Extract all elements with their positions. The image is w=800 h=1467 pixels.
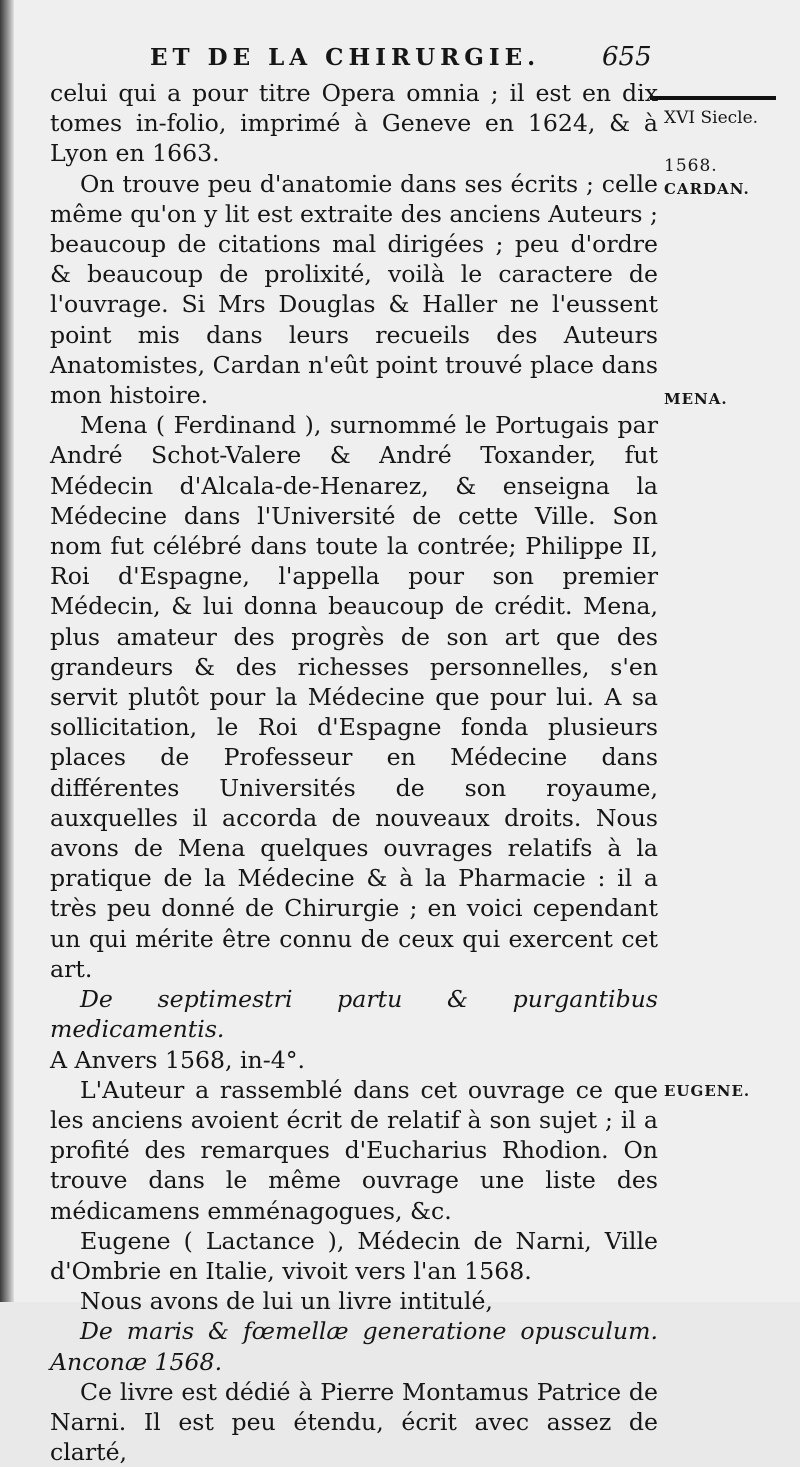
paragraph-book-title: De maris & fœmellæ generatione opusculum. Anconæ 1568. xyxy=(50,1317,658,1376)
paragraph: Eugene ( Lactance ), Médecin de Narni, Ville d'Ombrie en Italie, vivoit vers l'an 1568. xyxy=(50,1226,658,1285)
page-edge xyxy=(0,0,14,1302)
margin-rule xyxy=(650,96,776,100)
body-text xyxy=(50,78,658,1467)
paragraph: celui qui a pour titre Opera omnia ; il est en dix tomes in-folio, imprimé à Geneve en 1624, & à Lyon en 1663. xyxy=(50,79,658,168)
paragraph: Mena ( Ferdinand ), surnommé le Portugais par André Schot-Valere & André Toxander, fut Médecin d'Alcala-de-Henarez, & enseigna la Médecine dans l'Université de cette Ville. Son nom fut célébré dans toute la contrée; Philippe II, Roi d'Espagne, l'appella pour son premier Médecin, & lui donna beaucoup de crédit. Mena, plus amateur des progrès de son art que des grandeurs & des richesses personnelles, s'en servit plutôt pour la Médecine que pour lui. A sa sollicitation, le Roi d'Espagne fonda plusieurs places de Professeur en Médecine dans différentes Universités de son royaume, auxquelles il accorda de nouveaux droits. Nous avons de Mena quelques ouvrages relatifs à la pratique de la Médecine & à la Pharmacie : il a très peu donné de Chirurgie ; en voici cependant un qui mérite être connu de ceux qui exercent cet art. xyxy=(50,411,658,983)
margin-note-year: 1568. xyxy=(664,156,718,176)
paragraph-book-title: De septimestri partu & purgantibus medicamentis. xyxy=(50,985,658,1044)
paragraph-imprint: A Anvers 1568, in-4°. xyxy=(50,1045,306,1074)
page-number: 655 xyxy=(602,42,652,72)
margin-note-century: XVI Siecle. xyxy=(664,108,759,128)
paragraph: Ce livre est dédié à Pierre Montamus Patrice de Narni. Il est peu étendu, écrit avec assez de clarté, xyxy=(50,1377,658,1467)
paragraph: L'Auteur a rassemblé dans cet ouvrage ce que les anciens avoient écrit de relatif à son sujet ; il a profité des remarques d'Eucharius Rhodion. On trouve dans le même ouvrage une liste des médicamens emménagogues, &c. xyxy=(50,1075,658,1225)
margin-note-mena: MENA. xyxy=(664,390,728,408)
margin-note-eugene: EUGENE. xyxy=(664,1082,751,1100)
paragraph: On trouve peu d'anatomie dans ses écrits ; celle même qu'on y lit est extraite des anciens Auteurs ; beaucoup de citations mal dirigées ; peu d'ordre & beaucoup de prolixité, voilà le caractere de l'ouvrage. Si Mrs Douglas & Haller ne l'eussent point mis dans leurs recueils des Auteurs Anatomistes, Cardan n'eût point trouvé place dans mon histoire. xyxy=(50,169,658,410)
margin-note-cardan: CARDAN. xyxy=(664,180,750,198)
paragraph: Nous avons de lui un livre intitulé, xyxy=(80,1287,493,1316)
running-title: ET DE LA CHIRURGIE. xyxy=(150,44,541,71)
